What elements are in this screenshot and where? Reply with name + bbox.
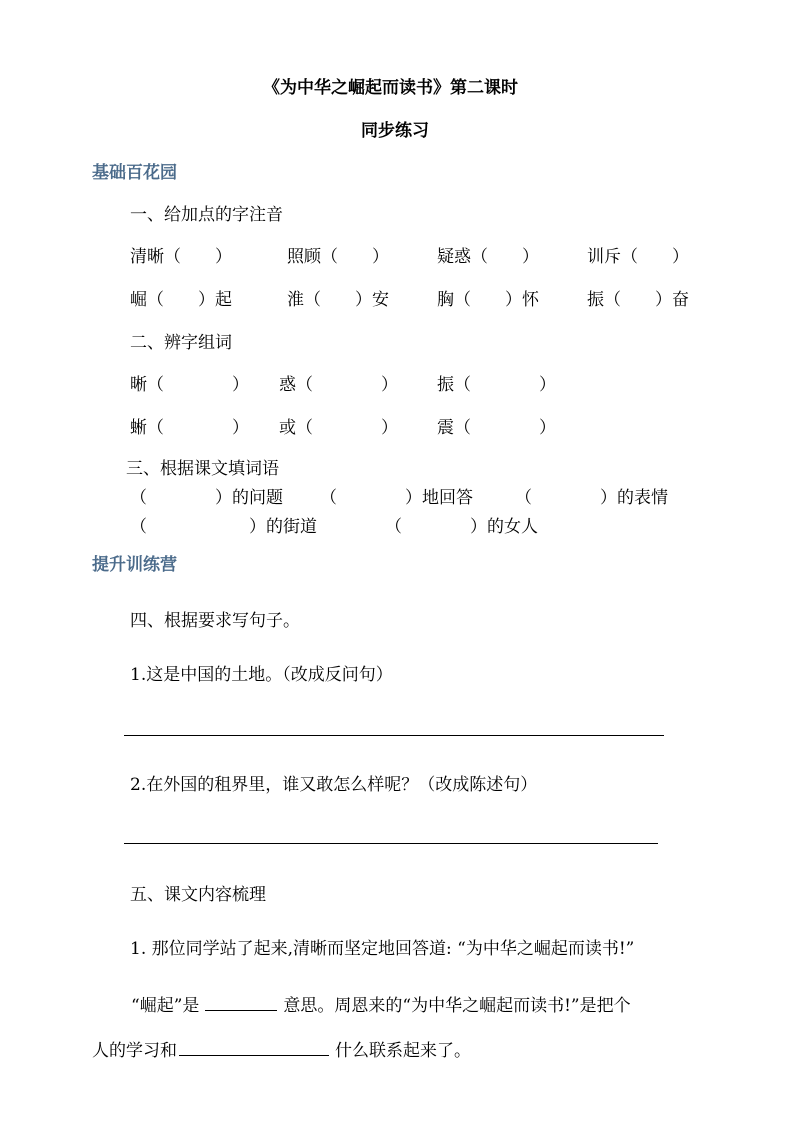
q2-item: 惑（ ） (279, 375, 398, 395)
question-3-heading: 三、根据课文填词语 (126, 459, 279, 479)
q4-item-1: 1.这是中国的土地。（改成反问句） (130, 665, 393, 685)
page-title: 《为中华之崛起而读书》第二课时 (263, 78, 518, 98)
answer-line[interactable] (124, 735, 664, 736)
q1-item: 淮（ ）安 (287, 290, 389, 310)
q2-item: 震（ ） (437, 418, 556, 438)
question-5-heading: 五、课文内容梳理 (130, 885, 266, 905)
section-heading-basic: 基础百花园 (92, 163, 177, 183)
q2-item: 或（ ） (279, 418, 398, 438)
q1-item: 疑惑（ ） (437, 247, 539, 267)
page-subtitle: 同步练习 (361, 121, 429, 141)
q3-item: （ ）的问题 (130, 488, 283, 508)
section-heading-improve: 提升训练营 (92, 555, 177, 575)
q1-item: 胸（ ）怀 (437, 290, 539, 310)
q2-item: 晰（ ） (130, 375, 249, 395)
q5-item-1: 1. 那位同学站了起来,清晰而坚定地回答道: “为中华之崛起而读书!” (130, 939, 635, 959)
q5-line-2-prefix: “崛起”是 (131, 996, 200, 1016)
question-4-heading: 四、根据要求写句子。 (130, 611, 300, 631)
q3-item: （ ）的街道 (130, 517, 317, 537)
q2-item: 蜥（ ） (130, 418, 249, 438)
q4-item-2: 2.在外国的租界里，谁又敢怎么样呢？（改成陈述句） (130, 775, 538, 795)
q1-item: 训斥（ ） (587, 247, 689, 267)
q3-item: （ ）的表情 (515, 488, 668, 508)
q2-item: 振（ ） (437, 375, 556, 395)
fill-blank[interactable] (179, 1041, 329, 1056)
q1-item: 照顾（ ） (287, 247, 389, 267)
question-2-heading: 二、辨字组词 (130, 333, 232, 353)
q1-item: 振（ ）奋 (587, 290, 689, 310)
q5-line-2 (131, 996, 631, 1015)
q5-line-3-suffix: 什么联系起来了。 (335, 1041, 471, 1061)
q3-item: （ ）的女人 (385, 517, 538, 537)
q5-line-3-prefix: 人的学习和 (92, 1041, 177, 1061)
question-1-heading: 一、给加点的字注音 (130, 205, 283, 225)
answer-line[interactable] (124, 843, 658, 844)
q1-item: 崛（ ）起 (130, 290, 232, 310)
q5-line-2-suffix: 意思。周恩来的“为中华之崛起而读书!”是把个 (283, 996, 631, 1016)
fill-blank[interactable] (205, 996, 277, 1011)
q3-item: （ ）地回答 (320, 488, 473, 508)
q1-item: 清晰（ ） (130, 247, 232, 267)
q5-line-3 (92, 1041, 471, 1060)
